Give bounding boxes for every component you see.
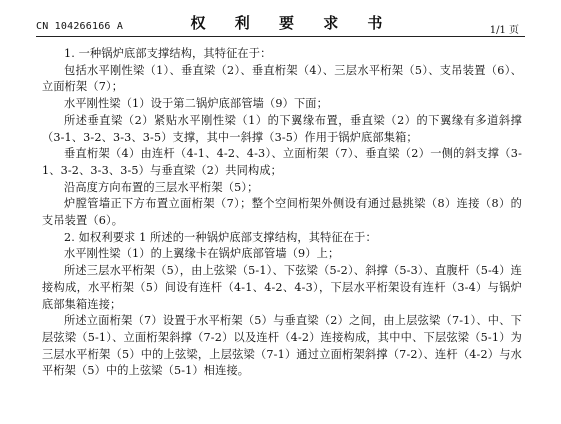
claim-paragraph: 水平刚性梁（1）设于第二锅炉底部管墙（9）下面； [64, 97, 328, 111]
claims-body [42, 46, 522, 380]
document-title: 权 利 要 求 书 [190, 14, 395, 32]
claim-paragraph: 水平刚性梁（1）的上翼缘卡在锅炉底部管墙（9）上； [64, 247, 340, 261]
claim-paragraph: 所述垂直梁（2）紧贴水平刚性梁（1）的下翼缘布置，垂直梁（2）的下翼缘有多道斜撑（3-1、3-2、3-3、3-5）支撑，其中一斜撑（3-5）作用于锅炉底部集箱； [42, 113, 522, 144]
claim-paragraph: 所述三层水平桁架（5），由上弦梁（5-1）、下弦梁（5-2）、斜撑（5-3）、直腹杆（5-4）连接构成，水平桁架（5）间设有连杆（4-1、4-2、4-3），下层水平桁架设有连杆（3-4）与锅炉底部集箱连接； [42, 264, 522, 311]
claim-paragraph: 垂直桁架（4）由连杆（4-1、4-2、4-3）、立面桁架（7）、垂直梁（2）一侧的斜支撑（3-1、3-2、3-3、3-5）与垂直梁（2）共同构成； [42, 147, 522, 177]
claim-paragraph: 包括水平刚性梁（1）、垂直梁（2）、垂直桁架（4）、三层水平桁架（5）、支吊装置（6）、立面桁架（7）； [42, 63, 522, 94]
claim-paragraph: 炉膛管墙正下方布置立面桁架（7）；整个空间桁架外侧设有通过悬挑梁（8）连接（8）的支吊装置（6）。 [42, 197, 522, 228]
page-header [0, 0, 561, 36]
claim-paragraph: 沿高度方向布置的三层水平桁架（5）； [64, 180, 259, 194]
page-number: 1/1 页 [489, 25, 519, 36]
claim-paragraph: 所述立面桁架（7）设置于水平桁架（5）与垂直梁（2）之间，由上层弦梁（7-1）、中、下层弦梁（5-1）、立面桁架斜撑（7-2）以及连杆（4-2）连接构成，其中中、下层弦梁（5-1）为三层水平桁架（5）中的上弦梁，上层弦梁（7-1）通过立面桁架斜撑（7-2）、连杆（4-2）与水平桁架（5）中的上弦梁（5-1）相连接。 [42, 314, 522, 378]
claim-1-heading: 1. 一种锅炉底部支撑结构，其特征在于： [64, 47, 272, 60]
publication-number: CN 104266166 A [36, 21, 124, 32]
claim-2-heading: 2. 如权利要求 1 所述的一种锅炉底部支撑结构，其特征在于： [64, 230, 377, 244]
header-divider [36, 36, 525, 37]
